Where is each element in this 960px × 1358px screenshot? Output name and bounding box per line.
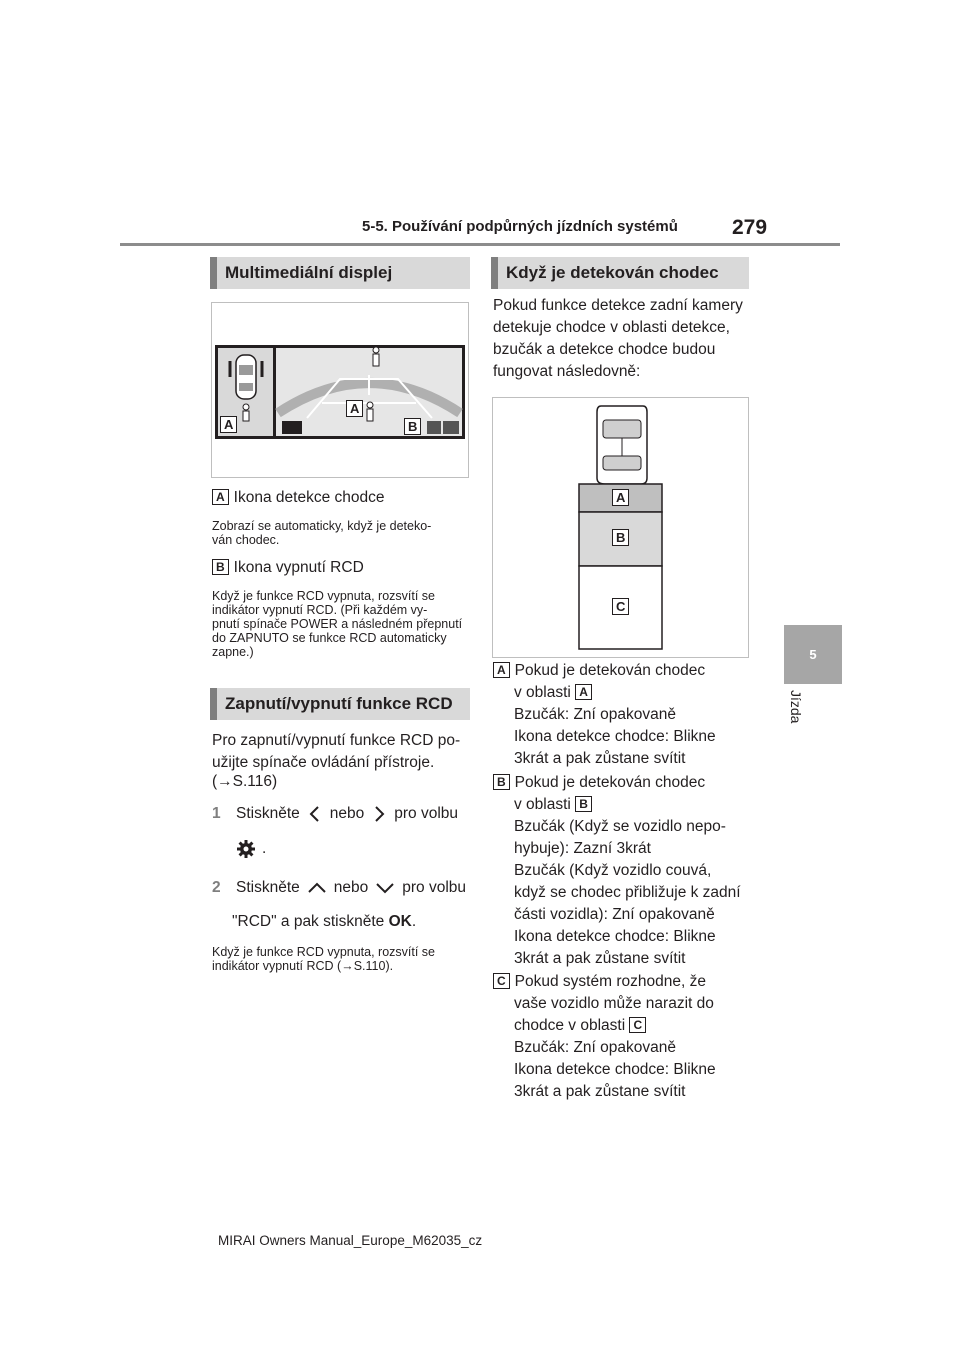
desc-line: chodce v oblasti xyxy=(514,1017,626,1034)
step-number: 2 xyxy=(212,879,221,896)
desc-line: Pokud je detekován chodec xyxy=(514,662,706,679)
step-2 xyxy=(212,877,466,899)
tag-b: B xyxy=(212,559,229,575)
chevron-right-icon xyxy=(370,804,388,824)
tag-a: A xyxy=(575,684,592,700)
ok-button-label: OK xyxy=(388,913,412,930)
tag-c: C xyxy=(493,973,510,989)
header-rule xyxy=(120,243,840,246)
intro-line: detekuje chodce v oblasti detekce, xyxy=(493,319,730,336)
chapter-label-text: Jízda xyxy=(788,690,804,724)
step-text: . xyxy=(262,840,267,857)
desc-line: Bzučák (Když vozidlo couvá, xyxy=(514,862,712,879)
step-1-continued xyxy=(236,838,266,860)
tag-a: A xyxy=(212,489,229,505)
item-b-title xyxy=(212,557,364,579)
desc-line: Bzučák: Zní opakovaně xyxy=(514,1039,676,1056)
item-a-text: Ikona detekce chodce xyxy=(233,489,385,506)
desc-line: hybuje): Zazní 3krát xyxy=(514,840,651,857)
item-b-note: Když je funkce RCD vypnuta, rozsvítí se indikátor vypnutí RCD. (Při každém vy- pnutí spínače POWER a následném přepnutí do ZAPNUTO se funkce RCD automaticky zapne.) xyxy=(212,589,463,659)
chapter-label xyxy=(786,690,806,750)
item-a-title xyxy=(212,487,384,509)
tag-b: B xyxy=(575,796,592,812)
step-text: Stiskněte xyxy=(236,805,300,822)
desc-line: vaše vozidlo může narazit do xyxy=(514,995,714,1012)
camera-display-figure xyxy=(211,302,469,478)
section-title: 5-5. Používání podpůrných jízdních systémů xyxy=(362,218,678,235)
step-1 xyxy=(212,803,458,825)
intro-line: bzučák a detekce chodce budou xyxy=(493,341,716,358)
desc-line: části vozidla): Zní opakovaně xyxy=(514,906,715,923)
zone-label-a: A xyxy=(612,489,629,506)
desc-line: 3krát a pak zůstane svítit xyxy=(514,750,686,767)
tag-c: C xyxy=(629,1017,646,1033)
tag-b: B xyxy=(493,774,510,790)
chevron-up-icon xyxy=(306,880,328,896)
chevron-left-icon xyxy=(306,804,324,824)
item-a-note: Zobrazí se automaticky, když je deteko- ván chodec. xyxy=(212,519,432,547)
step-number: 1 xyxy=(212,805,221,822)
desc-line: v oblasti xyxy=(514,684,571,701)
right-intro xyxy=(493,295,753,383)
step-text: pro volbu xyxy=(402,879,467,896)
intro-ref[interactable]: (→S.116) xyxy=(212,773,278,790)
desc-line: v oblasti xyxy=(514,796,571,813)
desc-line: Ikona detekce chodce: Blikne xyxy=(514,1061,716,1078)
desc-line: 3krát a pak zůstane svítit xyxy=(514,950,686,967)
heading-pedestrian-detected: Když je detekován chodec xyxy=(491,257,749,289)
heading-rcd-toggle: Zapnutí/vypnutí funkce RCD xyxy=(210,688,470,720)
tag-a: A xyxy=(493,662,510,678)
desc-line: když se chodec přibližuje k zadní xyxy=(514,884,741,901)
zone-c-description xyxy=(493,971,753,1103)
item-b-text: Ikona vypnutí RCD xyxy=(233,559,364,576)
camera-display-illustration xyxy=(212,303,468,477)
chevron-down-icon xyxy=(374,880,396,896)
step-text: nebo xyxy=(333,879,369,896)
desc-line: Bzučák: Zní opakovaně xyxy=(514,706,676,723)
intro-line: užijte spínače ovládání přístroje. xyxy=(212,754,435,771)
intro-line: Pokud funkce detekce zadní kamery xyxy=(493,297,743,314)
intro-line: Pro zapnutí/vypnutí funkce RCD po- xyxy=(212,732,461,749)
step-text: . xyxy=(411,913,417,930)
desc-line: Pokud systém rozhodne, že xyxy=(514,973,706,990)
figure-label-a: A xyxy=(220,416,237,433)
gear-icon xyxy=(236,839,256,859)
step-text: pro volbu xyxy=(394,805,459,822)
zone-label-c: C xyxy=(612,598,629,615)
intro-line: fungovat následovně: xyxy=(493,363,641,380)
figure-label-b: B xyxy=(404,418,421,435)
chapter-number: 5 xyxy=(809,647,817,662)
zone-label-b: B xyxy=(612,529,629,546)
page-number: 279 xyxy=(732,216,768,239)
detection-zones-illustration xyxy=(493,398,748,657)
zone-b-description xyxy=(493,772,753,970)
desc-line: Bzučák (Když se vozidlo nepo- xyxy=(514,818,726,835)
desc-line: Ikona detekce chodce: Blikne xyxy=(514,728,716,745)
step-text: Stiskněte xyxy=(236,879,300,896)
step-text: nebo xyxy=(329,805,365,822)
heading-multimedia-display: Multimediální displej xyxy=(210,257,470,289)
step-2-continued xyxy=(232,911,416,933)
zone-a-description xyxy=(493,660,753,770)
chapter-tab[interactable] xyxy=(784,625,842,684)
final-note: Když je funkce RCD vypnuta, rozsvítí se indikátor vypnutí RCD (→S.110). xyxy=(212,945,436,973)
figure-label-a: A xyxy=(346,400,363,417)
step-text: "RCD" a pak stiskněte xyxy=(232,913,385,930)
detection-zones-figure xyxy=(492,397,749,658)
desc-line: Pokud je detekován chodec xyxy=(514,774,706,791)
footer-manual-id: MIRAI Owners Manual_Europe_M62035_cz xyxy=(218,1233,483,1248)
desc-line: 3krát a pak zůstane svítit xyxy=(514,1083,686,1100)
desc-line: Ikona detekce chodce: Blikne xyxy=(514,928,716,945)
